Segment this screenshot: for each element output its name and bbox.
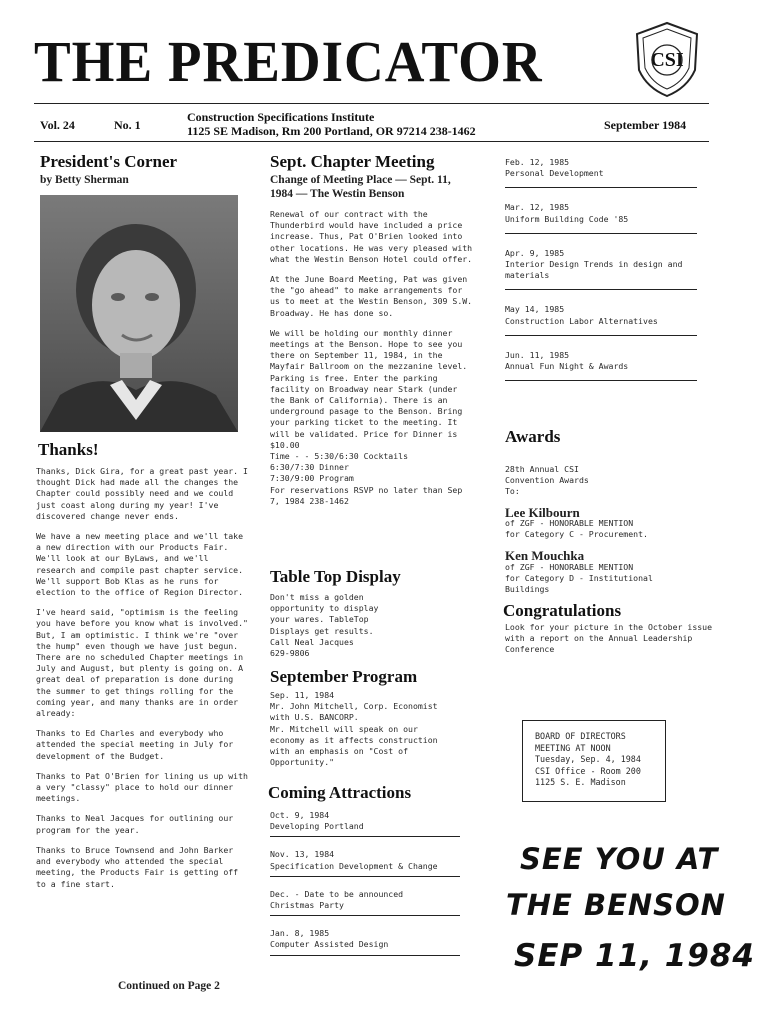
- schedule-item: [505, 304, 705, 335]
- newsletter-title: THE PREDICATOR: [34, 29, 543, 94]
- thanks-paragraph: Thanks to Neal Jacques for outlining our program for the year.: [36, 813, 234, 835]
- event-title: Construction Labor Alternatives: [505, 315, 658, 326]
- divider: [505, 233, 697, 234]
- divider: [270, 836, 460, 837]
- award-winner-name: Ken Mouchka: [505, 548, 585, 563]
- event-item: [270, 889, 470, 916]
- presidents-corner-byline: by Betty Sherman: [40, 174, 129, 186]
- event-date: Feb. 12, 1985: [505, 157, 570, 167]
- volume-label: Vol. 24: [40, 118, 75, 132]
- thanks-paragraph: Thanks, Dick Gira, for a great past year. I thought Dick had made all the changes the Chapter could possibly need and we could just coast along during my year! I've discovered change never ends.: [36, 466, 248, 521]
- continued-on-page-link[interactable]: Continued on Page 2: [118, 980, 220, 992]
- handwritten-note-line: SEP 11, 1984: [514, 938, 756, 974]
- divider: [270, 876, 460, 877]
- award-winner-name: Lee Kilbourn: [505, 505, 580, 520]
- masthead-top-rule: [34, 103, 709, 104]
- event-item: [270, 928, 470, 955]
- divider: [505, 380, 697, 381]
- thanks-paragraph: Thanks to Ed Charles and everybody who attended the special meeting in July for development of the Budget.: [36, 728, 234, 761]
- event-date: Mar. 12, 1985: [505, 202, 570, 213]
- divider: [505, 187, 697, 188]
- event-title: Computer Assisted Design: [270, 939, 389, 950]
- schedule-item: [505, 202, 705, 233]
- event-date: Oct. 9, 1984: [270, 810, 330, 820]
- event-date: Nov. 13, 1984: [270, 849, 335, 860]
- presidents-corner-heading: President's Corner: [40, 152, 178, 171]
- chapter-meeting-body: [270, 209, 475, 516]
- board-meeting-notice: [522, 720, 666, 802]
- event-title: Personal Development: [505, 168, 604, 179]
- thanks-paragraph: Thanks to Pat O'Brien for lining us up with a very "classy" place to hold our dinner meetings.: [36, 770, 248, 804]
- event-item: [270, 810, 470, 837]
- event-date: Apr. 9, 1985: [505, 247, 565, 258]
- handwritten-note-line: THE BENSON: [506, 888, 726, 922]
- chapter-meeting-paragraph: Renewal of our contract with the Thunderbird would have included a price increase. Thus, Pat O'Brien looked into other locations. He was very pleased with what the Westin Benson Hotel could offer.: [270, 209, 473, 264]
- chapter-meeting-paragraph: At the June Board Meeting, Pat was given the "go ahead" to make arrangements for us to meet at the Westin Benson, 309 S.W. Broadway. He has done so.: [270, 274, 473, 318]
- coming-attractions-list: [270, 810, 470, 966]
- table-top-heading: Table Top Display: [270, 567, 401, 586]
- award-winner-text: of ZGF - HONORABLE MENTION for Category D - Institutional Buildings: [505, 562, 653, 595]
- september-program-body: Sep. 11, 1984 Mr. John Mitchell, Corp. Economist with U.S. BANCORP. Mr. Mitchell will speak on our economy as it affects construction with an emphasis on "Cost of Opportunity.": [270, 690, 438, 768]
- divider: [270, 915, 460, 916]
- thanks-heading: Thanks!: [38, 440, 99, 459]
- september-program-heading: September Program: [270, 667, 418, 686]
- event-date: May 14, 1985: [505, 304, 565, 315]
- schedule-item: [505, 157, 705, 188]
- masthead-bottom-rule: [34, 141, 709, 142]
- chapter-meeting-heading: Sept. Chapter Meeting: [270, 152, 435, 171]
- event-title: Uniform Building Code '85: [505, 213, 629, 224]
- event-title: Developing Portland: [270, 821, 364, 832]
- thanks-paragraph: I've heard said, "optimism is the feeling you have before you know what is involved." But, I am optimistic. I think we're "over the hump" even though we have just begun. There are no scheduled Chapter meetings in July and August, but plenty is going on. A great deal of preparation is done during the summer to get things rolling for the coming year, and many thanks are in order already:: [36, 607, 248, 719]
- award-winner-text: of ZGF - HONORABLE MENTION for Category C - Procurement.: [505, 518, 648, 540]
- issue-number: No. 1: [114, 118, 141, 132]
- event-date: Jun. 11, 1985: [505, 349, 570, 360]
- coming-attractions-heading: Coming Attractions: [268, 783, 412, 802]
- congratulations-body: Look for your picture in the October issue with a report on the Annual Leadership Conference: [505, 622, 713, 655]
- chapter-meeting-paragraph: We will be holding our monthly dinner meetings at the Benson. Hope to see you there on September 11, 1984, in the Mayfair Ballroom on the mezzanine level. Parking is free. Enter the parking facility on Broadway near Stark (under the Bank of California). There is an underground pasage to the Benson. Bring your parking ticket to the meeting. It will be validated. Price for Dinner is $10.00 Time - - 5:30/6:30 Cocktails 6:30/7:30 Dinner 7:30/9:00 Program For reservations RSVP no later than Sep 7, 1984 238-1462: [270, 327, 468, 506]
- svg-text:CSI: CSI: [650, 49, 684, 71]
- schedule-list: [505, 157, 705, 393]
- divider: [270, 955, 460, 956]
- event-date: Dec. - Date to be announced: [270, 888, 404, 899]
- event-title: Interior Design Trends in design and materials: [505, 259, 683, 281]
- thanks-paragraph: We have a new meeting place and we'll take a new direction with our Products Fair. We'll look at our ByLaws, and we'll research and compile past chapter service. We'll support Bob Klas as he runs for election to the office of Region Director.: [36, 531, 244, 598]
- thanks-body: [36, 466, 248, 899]
- schedule-item: [505, 248, 705, 291]
- event-title: Specification Development & Change: [270, 860, 438, 871]
- president-portrait-photo: [40, 195, 238, 432]
- divider: [505, 289, 697, 290]
- handwritten-note-line: SEE YOU AT: [520, 842, 719, 876]
- event-title: Christmas Party: [270, 900, 344, 911]
- issue-date: September 1984: [604, 118, 687, 132]
- organization-street: 1125 SE Madison, Rm 200 Portland, OR 97214 238-1462: [187, 124, 476, 138]
- awards-heading: Awards: [505, 427, 561, 446]
- organization-address: [187, 110, 476, 138]
- organization-name: Construction Specifications Institute: [187, 110, 375, 124]
- schedule-item: [505, 350, 705, 381]
- event-title: Annual Fun Night & Awards: [505, 361, 629, 372]
- thanks-paragraph: Thanks to Bruce Townsend and John Barker and everybody who attended the special meeting, the Products Fair is getting off to a fine start.: [36, 844, 239, 889]
- divider: [505, 335, 697, 336]
- chapter-meeting-subheading: Change of Meeting Place — Sept. 11, 1984 — The Westin Benson: [270, 174, 451, 201]
- board-meeting-text: BOARD OF DIRECTORS MEETING AT NOON Tuesday, Sep. 4, 1984 CSI Office - Room 200 1125 S. E. Madison: [535, 731, 641, 787]
- table-top-body: Don't miss a golden opportunity to display your wares. TableTop Displays get results. Call Neal Jacques 629-9806: [270, 592, 379, 659]
- awards-intro: 28th Annual CSI Convention Awards To:: [505, 464, 589, 497]
- congratulations-heading: Congratulations: [503, 601, 622, 620]
- event-date: Jan. 8, 1985: [270, 928, 330, 939]
- event-item: [270, 849, 470, 876]
- csi-seal-logo: [632, 20, 702, 98]
